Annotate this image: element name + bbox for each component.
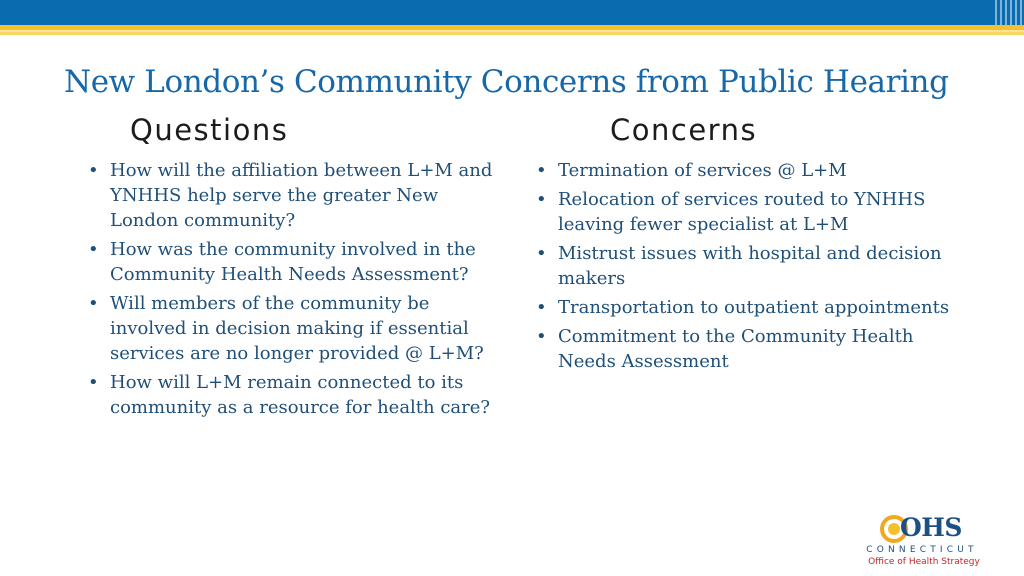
logo-subtitle: Office of Health Strategy: [868, 557, 980, 567]
logo-name: OHS: [900, 513, 962, 542]
concerns-list: [536, 158, 956, 378]
concerns-heading: Concerns: [610, 113, 758, 147]
question-item: • How will L+M remain connected to its community as a resource for health care?: [88, 370, 498, 420]
question-item: • How will the affiliation between L+M and YNHHS help serve the greater New London community?: [88, 158, 498, 233]
concern-item: • Relocation of services routed to YNHHS leaving fewer specialist at L+M: [536, 187, 956, 237]
concern-item: • Mistrust issues with hospital and decision makers: [536, 241, 956, 291]
gold-accent-bar: [0, 25, 1024, 35]
logo-state: CONNECTICUT: [866, 545, 978, 555]
top-banner-bar: [0, 0, 1024, 25]
concern-item: • Commitment to the Community Health Needs Assessment: [536, 324, 956, 374]
banner-stripes: [992, 0, 1024, 25]
question-item: • How was the community involved in the Community Health Needs Assessment?: [88, 237, 498, 287]
questions-list: [88, 158, 498, 424]
slide-title: New London’s Community Concerns from Public Hearing: [64, 64, 949, 100]
concern-item: • Termination of services @ L+M: [536, 158, 956, 183]
concern-item: • Transportation to outpatient appointments: [536, 295, 956, 320]
questions-heading: Questions: [130, 113, 289, 147]
question-item: • Will members of the community be involved in decision making if essential services are no longer provided @ L+M?: [88, 291, 498, 366]
ohs-logo: [864, 515, 984, 571]
